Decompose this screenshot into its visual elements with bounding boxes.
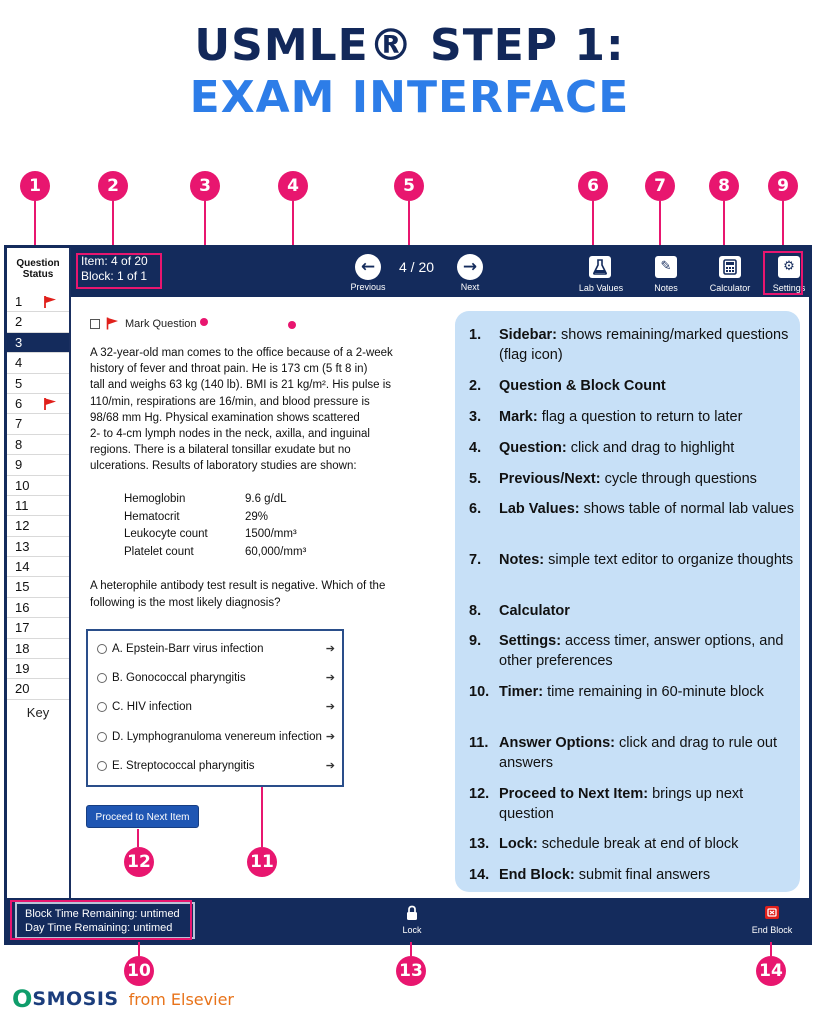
block-time-remaining: Block Time Remaining: untimed [25,908,180,920]
legend-term: Lab Values: [499,501,580,517]
legend-number: 12. [469,786,490,802]
question-stem[interactable] [90,345,420,475]
sidebar-item-number: 2 [15,314,23,330]
callout-line-11 [261,787,263,847]
sidebar-item-4[interactable] [7,353,69,373]
mark-question[interactable] [90,317,197,330]
legend-term: End Block: [499,867,575,883]
next-button[interactable] [457,254,483,280]
mark-question-label: Mark Question [125,317,197,330]
legend-number: 9. [469,633,482,649]
notes-label: Notes [654,283,678,293]
answer-text: D. Lymphogranuloma venereum infection [112,731,322,743]
legend-number: 14. [469,867,490,883]
callout-3: 3 [190,171,220,201]
question-counter: 4 / 20 [399,259,435,275]
flag-icon [43,295,57,309]
answer-options [86,629,344,787]
legend-text [499,865,710,885]
logo-mark: O [12,985,33,1013]
lock-icon [405,905,419,921]
legend-text [499,376,666,396]
logo-from-text: from Elsevier [128,989,234,1009]
sidebar-item-number: 19 [15,661,30,677]
legend-item [469,682,794,702]
previous-label: Previous [350,282,386,292]
legend-term: Answer Options: [499,735,616,751]
stem-line: ulcerations. Results of laboratory studies are shown: [90,460,357,473]
legend-term: Settings: [499,633,562,649]
callout-dot-3 [200,318,208,326]
legend-number: 13. [469,836,490,852]
answer-option[interactable] [97,698,335,716]
legend-text [499,325,794,365]
sidebar-item-number: 14 [15,559,30,575]
sidebar-item-number: 4 [15,355,23,371]
sidebar-item-20[interactable] [7,679,69,699]
callout-line-10 [138,942,140,956]
legend-term: Timer: [499,684,544,700]
legend-number: 6. [469,501,482,517]
legend-description: cycle through questions [600,471,757,487]
legend-number: 2. [469,378,482,394]
item-count: Item: 4 of 20 [81,254,148,268]
answer-text: A. Epstein-Barr virus infection [112,643,264,655]
answer-option[interactable] [97,640,335,658]
calculator-icon [723,259,737,275]
sidebar-question-list [7,292,69,700]
legend-description: click and drag to highlight [566,440,735,456]
sidebar-item-8[interactable] [7,435,69,455]
strikeout-arrow-icon[interactable]: ➔ [325,701,335,713]
sidebar-item-16[interactable] [7,598,69,618]
legend-number: 7. [469,552,482,568]
stem-line: regions. There is a bilateral tonsillar exudate but no [90,444,351,457]
calculator-label: Calculator [709,283,751,293]
sidebar-item-13[interactable] [7,537,69,557]
legend-term: Proceed to Next Item: [499,786,649,802]
legend-number: 8. [469,603,482,619]
sidebar-item-number: 9 [15,457,23,473]
callout-9: 9 [768,171,798,201]
stem-line: 110/min, respirations are 16/min, and blood pressure is [90,395,370,408]
lab-row [124,526,306,544]
sidebar-item-number: 3 [15,334,23,350]
legend-text [499,784,794,824]
strikeout-arrow-icon[interactable]: ➔ [325,672,335,684]
sidebar-item-7[interactable] [7,414,69,434]
legend-description: click and drag to rule out answers [499,735,778,771]
lab-row [124,509,306,527]
sidebar-item-number: 8 [15,436,23,452]
sidebar-item-3[interactable] [7,333,69,353]
callout-box-2 [76,253,162,289]
sidebar-item-number: 20 [15,681,30,697]
notes-button[interactable] [655,256,677,278]
stem-line: history of fever and throat pain. He is 173 cm (5 ft 8 in) [90,363,368,376]
legend-item [469,550,794,570]
callout-line-13 [410,942,412,956]
legend-description: simple text editor to organize thoughts [544,552,794,568]
legend-number: 11. [469,735,489,751]
callout-12: 12 [124,847,154,877]
callout-13: 13 [396,956,426,986]
stem-line: 2- to 4-cm lymph nodes in the neck, axilla, and inguinal [90,428,370,441]
legend-text [499,682,764,702]
legend-number: 5. [469,471,482,487]
legend-item [469,733,794,773]
sidebar-item-12[interactable] [7,516,69,536]
sidebar-item-number: 7 [15,416,23,432]
answer-text: C. HIV infection [112,701,192,713]
flag-icon [43,397,57,411]
lab-name: Hemoglobin [124,493,186,505]
legend-number: 3. [469,409,482,425]
callout-line-12 [137,829,139,847]
mark-checkbox[interactable] [90,319,100,329]
callout-8: 8 [709,171,739,201]
legend-description: time remaining in 60-minute block [543,684,764,700]
callout-4: 4 [278,171,308,201]
sidebar-item-number: 10 [15,477,30,493]
sidebar-item-9[interactable] [7,455,69,475]
sidebar-header-line1: Question [16,258,60,269]
arrow-right-icon: → [462,257,478,277]
question-prompt[interactable] [90,578,410,611]
answer-radio[interactable] [97,732,107,742]
lab-value: 29% [245,510,269,523]
previous-button[interactable] [355,254,381,280]
end-block-label: End Block [751,925,793,935]
legend-term: Question: [499,440,567,456]
strikeout-arrow-icon[interactable]: ➔ [325,643,335,655]
page-title-line1: USMLE® STEP 1: [194,20,625,71]
legend-term: Previous/Next: [499,471,601,487]
legend-number: 1. [469,327,482,343]
callout-line-14 [770,942,772,956]
answer-radio[interactable] [97,644,107,654]
legend-text [499,469,757,489]
legend-item [469,631,794,671]
question-status-sidebar [7,248,71,898]
top-toolbar [71,248,812,297]
legend-description: brings up next question [499,786,744,822]
callout-10: 10 [124,956,154,986]
legend-number: 4. [469,440,482,456]
calculator-button[interactable] [719,256,741,278]
callout-14: 14 [756,956,786,986]
sidebar-item-number: 11 [15,497,29,513]
legend-description: access timer, answer options, and other preferences [499,633,784,669]
strikeout-arrow-icon[interactable]: ➔ [325,731,336,743]
logo-text: SMOSIS [32,988,119,1010]
end-block-button[interactable] [763,905,781,924]
sidebar-item-2[interactable] [7,312,69,332]
answer-option[interactable] [97,728,335,746]
prompt-line: following is the most likely diagnosis? [90,596,281,609]
flag-icon [106,317,119,330]
legend-text [499,407,742,427]
lab-results-table [124,491,306,562]
sidebar-item-18[interactable] [7,639,69,659]
lab-values-label: Lab Values [578,283,624,293]
legend-panel [455,311,800,892]
legend-description: shows remaining/marked questions (flag icon) [499,327,789,363]
answer-radio[interactable] [97,702,107,712]
callout-5: 5 [394,171,424,201]
callout-7: 7 [645,171,675,201]
legend-term: Sidebar: [499,327,558,343]
callout-line-5 [408,201,410,249]
sidebar-item-1[interactable] [7,292,69,312]
proceed-next-button[interactable]: Proceed to Next Item [86,805,199,828]
sidebar-item-number: 5 [15,375,23,391]
next-label: Next [460,282,480,292]
sidebar-item-number: 12 [15,518,30,534]
lab-value: 1500/mm³ [245,528,297,541]
legend-description: shows table of normal lab values [579,501,794,517]
lab-value: 9.6 g/dL [245,493,287,505]
callout-1: 1 [20,171,50,201]
day-time-remaining: Day Time Remaining: untimed [25,922,173,934]
legend-item [469,376,794,396]
stem-line: 98/68 mm Hg. Physical examination shows scattered [90,411,360,424]
answer-option[interactable] [97,669,335,687]
sidebar-item-15[interactable] [7,577,69,597]
legend-number: 10. [469,684,490,700]
answer-text: B. Gonococcal pharyngitis [112,672,246,684]
arrow-left-icon: ← [360,257,376,277]
lock-label: Lock [402,925,422,935]
sidebar-header [7,248,69,292]
callout-2: 2 [98,171,128,201]
stem-line: A 32-year-old man comes to the office because of a 2-week [90,347,393,359]
sidebar-item-number: 6 [15,395,23,411]
legend-term: Calculator [499,603,570,619]
sidebar-item-10[interactable] [7,476,69,496]
sidebar-item-17[interactable] [7,618,69,638]
lab-name: Leukocyte count [124,528,208,541]
sidebar-item-5[interactable] [7,374,69,394]
lock-button[interactable] [404,905,420,925]
sidebar-item-11[interactable] [7,496,69,516]
legend-item [469,865,794,885]
legend-term: Question & Block Count [499,378,666,394]
gear-icon: ⚙ [783,259,795,274]
legend-item [469,325,794,365]
lab-value: 60,000/mm³ [245,546,307,559]
sidebar-header-line2: Status [22,269,54,280]
sidebar-item-number: 18 [15,640,30,656]
block-count: Block: 1 of 1 [81,269,148,283]
lab-name: Platelet count [124,546,194,559]
legend-item [469,601,794,621]
exam-window [4,245,812,945]
lab-row [124,544,306,562]
answer-radio[interactable] [97,761,107,771]
legend-text [499,631,794,671]
sidebar-item-number: 1 [15,294,23,309]
sidebar-item-14[interactable] [7,557,69,577]
callout-box-10 [10,900,192,940]
legend-item [469,469,794,489]
lab-values-button[interactable] [589,256,611,278]
legend-description: schedule break at end of block [537,836,739,852]
sidebar-item-number: 13 [15,538,30,554]
callout-box-9 [763,251,803,295]
page-title-line2: EXAM INTERFACE [189,72,630,123]
legend-item [469,438,794,458]
sidebar-item-number: 15 [15,579,30,595]
legend-text [499,733,794,773]
end-block-icon [764,905,780,920]
lab-row [124,491,306,509]
legend-text [499,499,794,519]
legend-description: flag a question to return to later [537,409,743,425]
strikeout-arrow-icon[interactable]: ➔ [325,760,335,772]
answer-text: E. Streptococcal pharyngitis [112,760,255,772]
legend-description: submit final answers [574,867,711,883]
stem-line: tall and weighs 63 kg (140 lb). BMI is 21 kg/m². His pulse is [90,379,392,392]
callout-line-1 [34,201,36,247]
callout-11: 11 [247,847,277,877]
answer-option[interactable] [97,757,335,775]
callout-6: 6 [578,171,608,201]
sidebar-key[interactable]: Key [26,704,50,720]
legend-item [469,499,794,519]
lab-name: Hematocrit [124,510,180,523]
sidebar-item-number: 16 [15,599,30,615]
prompt-line: A heterophile antibody test result is negative. Which of the [90,580,386,592]
settings-label: Settings [772,283,806,293]
pencil-icon: ✎ [660,259,672,274]
callout-dot-4 [288,321,296,329]
sidebar-item-19[interactable] [7,659,69,679]
legend-text [499,550,793,570]
legend-term: Notes: [499,552,545,568]
legend-item [469,834,794,854]
answer-radio[interactable] [97,673,107,683]
osmosis-logo [12,983,234,1015]
legend-term: Mark: [499,409,538,425]
legend-text [499,834,738,854]
legend-item [469,407,794,427]
flask-icon [593,259,607,275]
sidebar-item-6[interactable] [7,394,69,414]
legend-term: Lock: [499,836,538,852]
legend-text [499,601,570,621]
legend-item [469,784,794,824]
sidebar-item-number: 17 [15,620,30,636]
legend-text [499,438,734,458]
